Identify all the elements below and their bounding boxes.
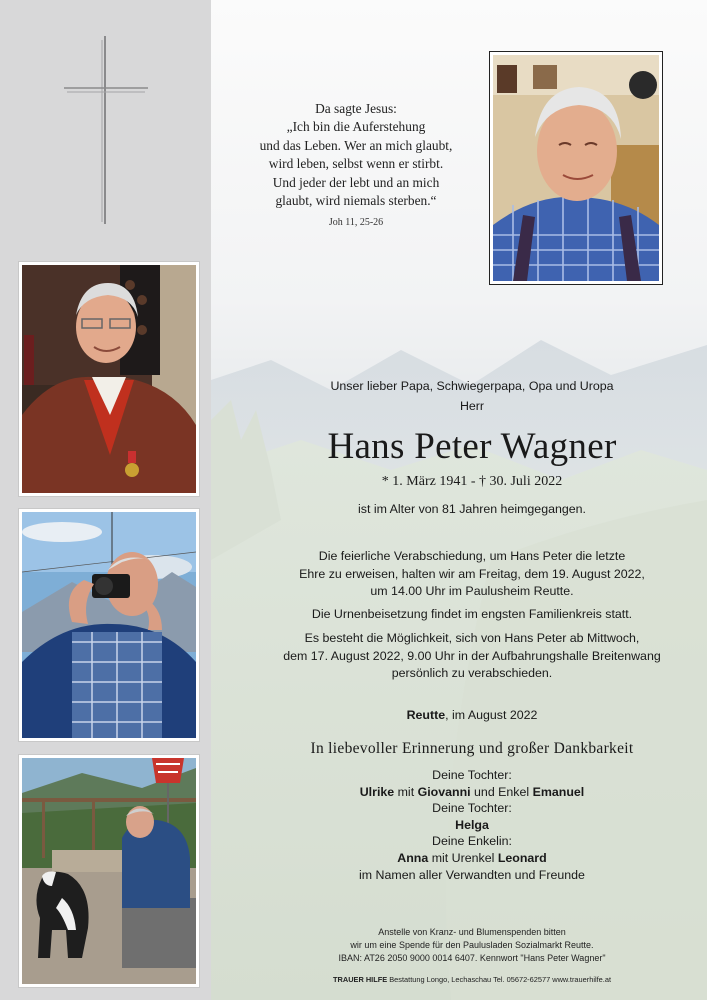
family-label: Deine Tochter: [432, 801, 512, 816]
family-name: Emanuel [532, 784, 585, 799]
deceased-name: Hans Peter Wagner [327, 426, 617, 467]
verse-line: und das Leben. Wer an mich glaubt, [259, 137, 453, 153]
date: , im August 2022 [445, 708, 538, 722]
verse-reference: Joh 11, 25-26 [328, 217, 384, 228]
bible-verse [232, 100, 480, 210]
family-name: Anna [397, 850, 429, 865]
family-label: Deine Enkelin: [432, 834, 512, 849]
ceremony-line: Ehre zu erweisen, halten wir am Freitag, dem 19. August 2022, [299, 566, 645, 581]
family-names [262, 784, 682, 801]
ceremony-line: Die feierliche Verabschiedung, um Hans Peter die letzte [318, 549, 626, 563]
family-name: Helga [455, 817, 489, 832]
footer [262, 975, 682, 984]
age-text: ist im Alter von 81 Jahren heimgegangen. [358, 502, 586, 516]
urn-paragraph: Die Urnenbeisetzung findet im engsten Familienkreis statt. [311, 607, 633, 621]
family-names [262, 850, 682, 867]
place-date [262, 708, 682, 722]
footer-brand: TRAUER HILFE [333, 975, 388, 984]
footer-text: Bestattung Longo, Lechaschau Tel. 05672-62577 www.trauerhilfe.at [387, 975, 611, 984]
memory-line: In liebevoller Erinnerung und großer Dankbarkeit [310, 740, 634, 757]
family-name: Ulrike [359, 784, 395, 799]
donation-line: Anstelle von Kranz- und Blumenspenden bitten [378, 927, 566, 937]
donation-note [262, 926, 682, 966]
family-label: Deine Tochter: [432, 768, 512, 782]
life-dates: * 1. März 1941 - † 30. Juli 2022 [381, 474, 563, 489]
cross-icon [62, 36, 150, 226]
family-name: Giovanni [417, 784, 471, 799]
place: Reutte [406, 708, 446, 722]
farewell-line: dem 17. August 2022, 9.00 Uhr in der Aufbahrungshalle Breitenwang [283, 648, 661, 663]
verse-line: Da sagte Jesus: [315, 101, 397, 116]
family-name: Leonard [497, 850, 547, 865]
verse-line: wird leben, selbst wenn er stirbt. [268, 156, 444, 172]
photo-camera [19, 509, 199, 741]
donation-line: IBAN: AT26 2050 9000 0014 6407. Kennwort "Hans Peter Wagner" [338, 953, 606, 964]
ceremony-line: um 14.00 Uhr im Paulusheim Reutte. [370, 584, 574, 599]
photo-dog [19, 755, 199, 987]
verse-line: „Ich bin die Auferstehung [286, 119, 426, 135]
family-list [262, 767, 682, 883]
verse-line: Und jeder der lebt und an mich [272, 174, 440, 190]
portrait-photo [490, 52, 662, 284]
family-names [262, 817, 682, 834]
intro [262, 376, 682, 416]
family-joiner: und Enkel [470, 784, 533, 799]
intro-line: Unser lieber Papa, Schwiegerpapa, Opa und Uropa [330, 379, 614, 393]
donation-line: wir um eine Spende für den Paulusladen Sozialmarkt Reutte. [350, 940, 594, 951]
photo-traditional-jacket [19, 262, 199, 496]
intro-title: Herr [459, 399, 485, 413]
family-joiner: mit Urenkel [428, 850, 498, 865]
verse-line: glaubt, wird niemals sterben.“ [275, 193, 437, 209]
farewell-line: Es besteht die Möglichkeit, sich von Hans Peter ab Mittwoch, [304, 631, 640, 645]
ceremony-paragraph [262, 548, 682, 601]
farewell-line: persönlich zu verabschieden. [391, 666, 553, 681]
farewell-paragraph [262, 630, 682, 683]
family-closing: im Namen aller Verwandten und Freunde [359, 867, 585, 882]
family-joiner: mit [394, 784, 418, 799]
